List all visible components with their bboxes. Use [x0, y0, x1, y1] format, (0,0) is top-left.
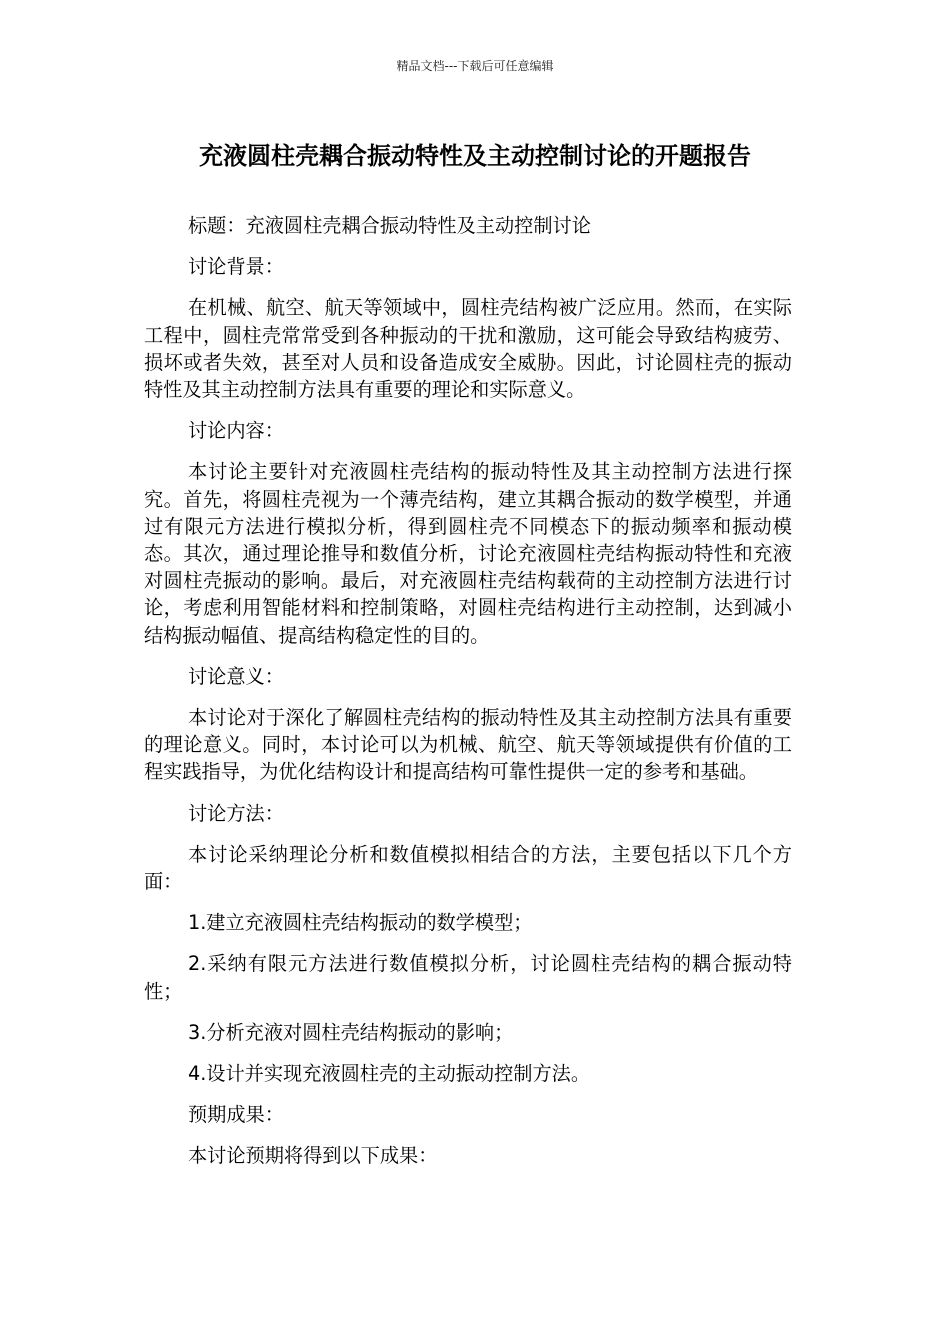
section-heading-background: 讨论背景：	[188, 255, 284, 279]
section-heading-results: 预期成果：	[188, 1103, 284, 1127]
paragraph-method: 本讨论采纳理论分析和数值模拟相结合的方法，主要包括以下几个方面：	[144, 842, 792, 894]
paragraph-significance: 本讨论对于深化了解圆柱壳结构的振动特性及其主动控制方法具有重要的理论意义。同时，本讨论可以为机械、航空、航天等领域提供有价值的工程实践指导，为优化结构设计和提高结构可靠性提供一定的参考和基础。	[144, 706, 792, 784]
list-item: 2.采纳有限元方法进行数值模拟分析，讨论圆柱壳结构的耦合振动特性；	[144, 952, 792, 1003]
paragraph-title-line: 标题：充液圆柱壳耦合振动特性及主动控制讨论	[188, 214, 591, 237]
paragraph-background: 在机械、航空、航天等领域中，圆柱壳结构被广泛应用。然而，在实际工程中，圆柱壳常常受到各种振动的干扰和激励，这可能会导致结构疲劳、损坏或者失效，甚至对人员和设备造成安全威胁。因此，讨论圆柱壳的振动特性及其主动控制方法具有重要的理论和实际意义。	[144, 296, 792, 402]
paragraph-results: 本讨论预期将得到以下成果：	[188, 1144, 438, 1168]
list-item: 1.建立充液圆柱壳结构振动的数学模型；	[188, 911, 533, 935]
list-item: 4.设计并实现充液圆柱壳的主动振动控制方法。	[188, 1062, 591, 1086]
section-heading-significance: 讨论意义：	[188, 664, 284, 688]
header-note: 精品文档---下载后可任意编辑	[396, 59, 554, 73]
page-title: 充液圆柱壳耦合振动特性及主动控制讨论的开题报告	[199, 142, 751, 170]
list-item: 3.分析充液对圆柱壳结构振动的影响；	[188, 1020, 514, 1044]
section-heading-content: 讨论内容：	[188, 419, 284, 443]
section-heading-method: 讨论方法：	[188, 801, 284, 825]
document-body	[144, 212, 792, 1184]
paragraph-content: 本讨论主要针对充液圆柱壳结构的振动特性及其主动控制方法进行探究。首先，将圆柱壳视为一个薄壳结构，建立其耦合振动的数学模型，并通过有限元方法进行模拟分析，得到圆柱壳不同模态下的振动频率和振动模态。其次，通过理论推导和数值分析，讨论充液圆柱壳结构振动特性和充液对圆柱壳振动的影响。最后，对充液圆柱壳结构载荷的主动控制方法进行讨论，考虑利用智能材料和控制策略，对圆柱壳结构进行主动控制，达到减小结构振动幅值、提高结构稳定性的目的。	[144, 460, 792, 647]
